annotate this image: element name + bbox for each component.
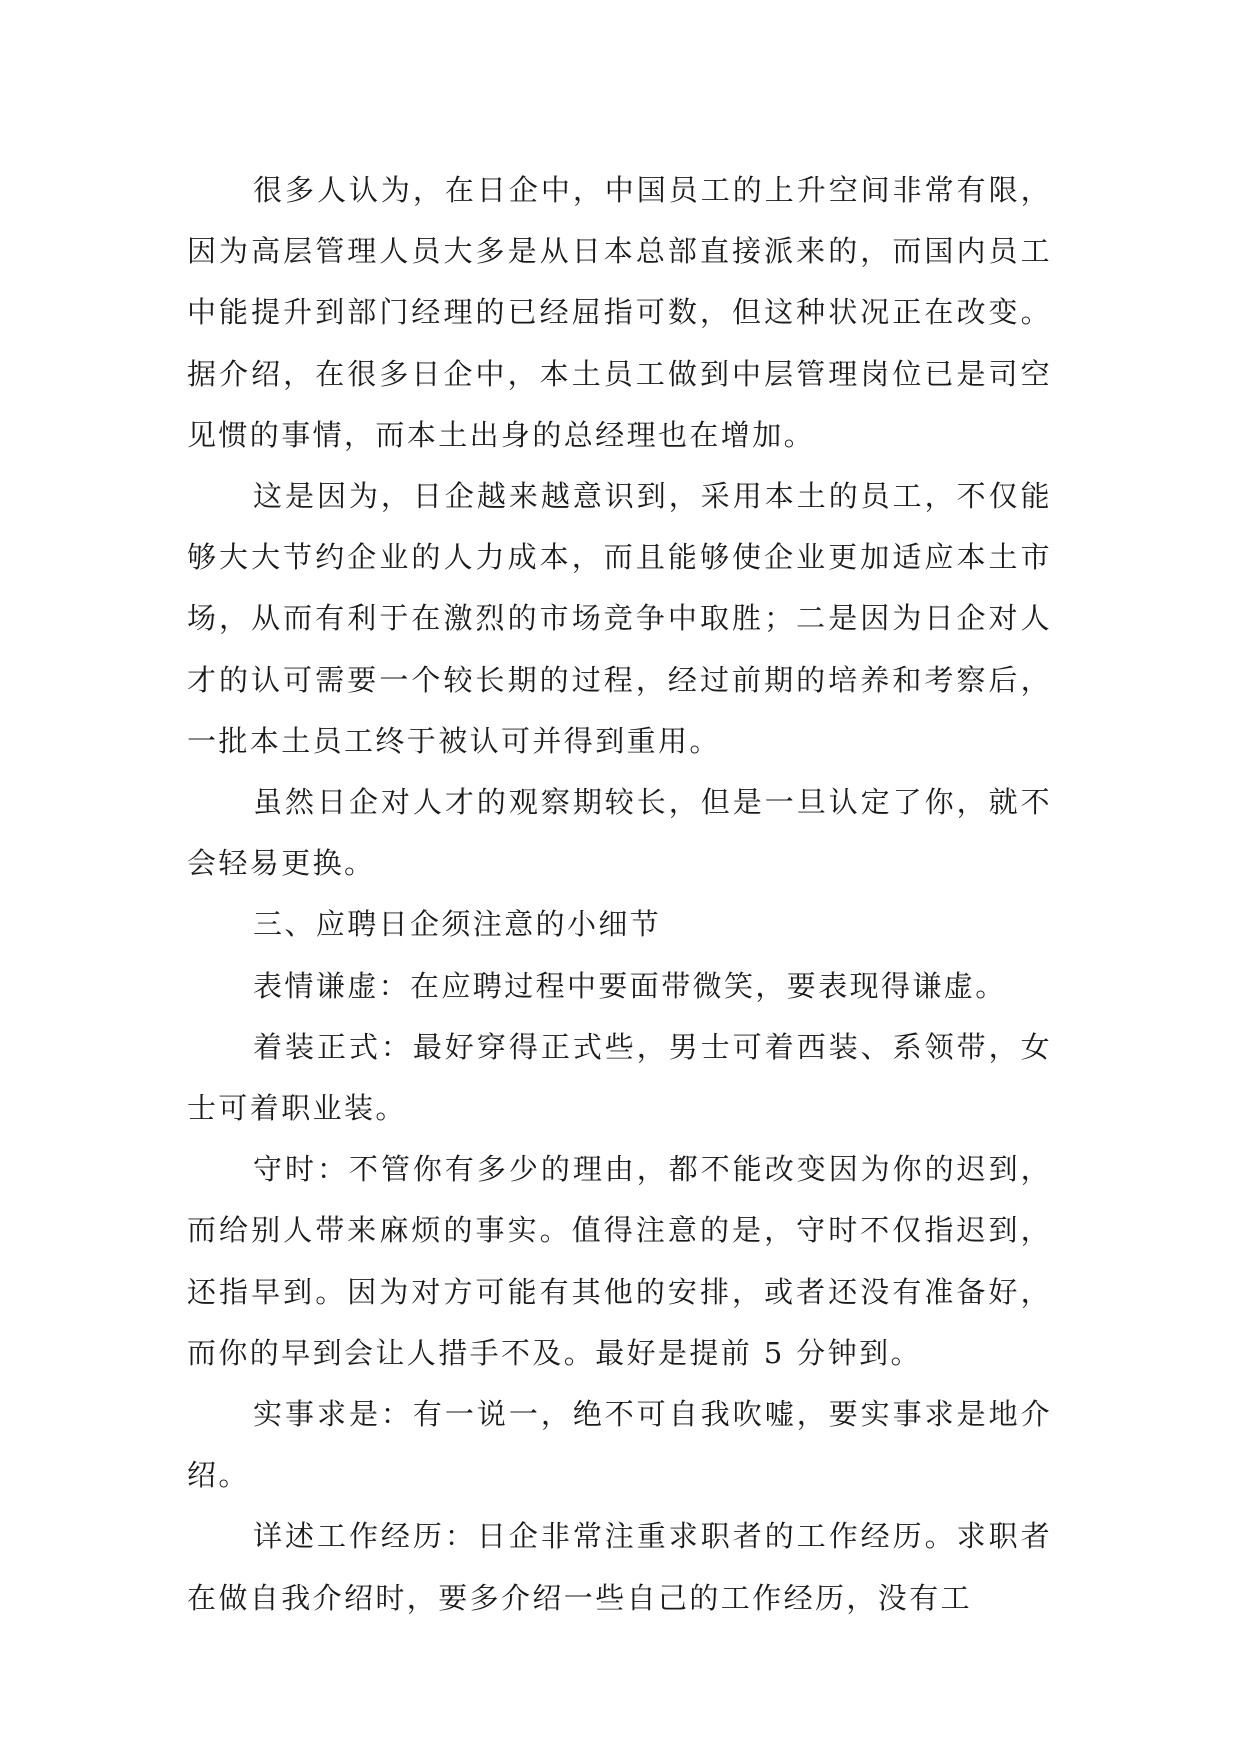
section-heading: 三、应聘日企须注意的小细节: [253, 907, 662, 942]
paragraph-modest-expression: 表情谦虚：在应聘过程中要面带微笑，要表现得谦虚。: [253, 968, 1007, 1003]
paragraph-local-staff-reasons: 这是因为，日企越来越意识到，采用本土的员工，不仅能够大大节约企业的人力成本，而且能够使企业更加适应本土市场，从而有利于在激烈的市场竞争中取胜；二是因为日企对人才的认可需要一个较长期的过程，经过前期的培养和考察后，一批本土员工终于被认可并得到重用。: [187, 479, 1052, 758]
document-body: [187, 160, 1052, 1629]
paragraph-observation-period: 虽然日企对人才的观察期较长，但是一旦认定了你，就不会轻易更换。: [187, 785, 1052, 881]
paragraph-punctuality: 守时：不管你有多少的理由，都不能改变因为你的迟到，而给别人带来麻烦的事实。值得注意的是，守时不仅指迟到，还指早到。因为对方可能有其他的安排，或者还没有准备好，而你的早到会让人措手不及。最好是提前 5 分钟到。: [187, 1152, 1052, 1370]
paragraph-honesty: 实事求是：有一说一，绝不可自我吹嘘，要实事求是地介绍。: [187, 1397, 1052, 1493]
paragraph-career-advancement: 很多人认为，在日企中，中国员工的上升空间非常有限，因为高层管理人员大多是从日本总部直接派来的，而国内员工中能提升到部门经理的已经屈指可数，但这种状况正在改变。据介绍，在很多日企中，本土员工做到中层管理岗位已是司空见惯的事情，而本土出身的总经理也在增加。: [187, 173, 1052, 452]
paragraph-formal-dress: 着装正式：最好穿得正式些，男士可着西装、系领带，女士可着职业装。: [187, 1029, 1052, 1126]
paragraph-work-experience: 详述工作经历：日企非常注重求职者的工作经历。求职者在做自我介绍时，要多介绍一些自己的工作经历，没有工: [187, 1519, 1052, 1615]
